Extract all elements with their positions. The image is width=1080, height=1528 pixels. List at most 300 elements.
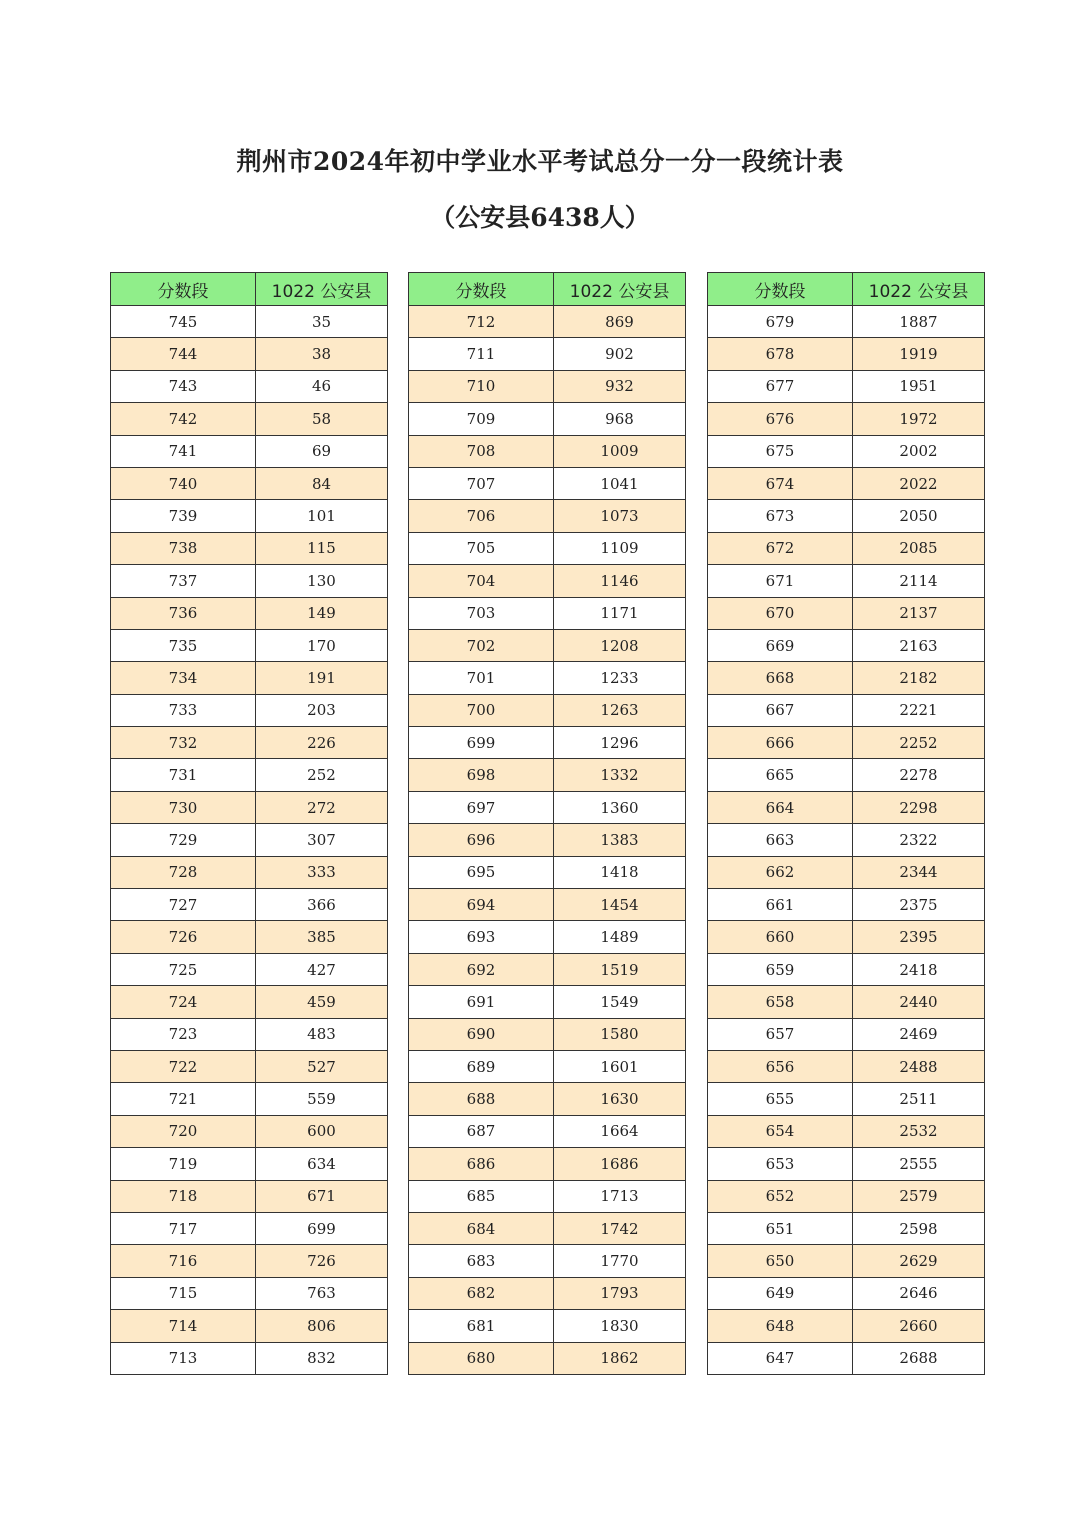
count-cell: 2395 [853,921,985,953]
table-row [708,629,985,661]
table-row [409,694,686,726]
score-cell: 722 [111,1050,256,1082]
score-cell: 700 [409,694,554,726]
header-row [111,273,388,306]
count-cell: 902 [554,338,686,370]
count-cell: 932 [554,370,686,402]
score-cell: 686 [409,1148,554,1180]
count-cell: 1830 [554,1310,686,1342]
score-cell: 742 [111,403,256,435]
count-cell: 1549 [554,986,686,1018]
score-cell: 665 [708,759,853,791]
score-cell: 678 [708,338,853,370]
count-cell: 1009 [554,435,686,467]
count-cell: 2646 [853,1277,985,1309]
score-cell: 672 [708,532,853,564]
score-cell: 736 [111,597,256,629]
table-row [111,370,388,402]
score-cell: 709 [409,403,554,435]
table-row [409,953,686,985]
count-cell: 2598 [853,1212,985,1244]
score-cell: 701 [409,662,554,694]
table-row [111,791,388,823]
count-cell: 1972 [853,403,985,435]
table-row [111,1050,388,1082]
table-row [111,1212,388,1244]
count-cell: 763 [256,1277,388,1309]
count-cell: 1073 [554,500,686,532]
score-cell: 652 [708,1180,853,1212]
score-cell: 741 [111,435,256,467]
count-cell: 1041 [554,467,686,499]
score-cell: 660 [708,921,853,953]
table-row [111,532,388,564]
table-row [111,467,388,499]
table-row [409,824,686,856]
table-row [409,467,686,499]
score-cell: 729 [111,824,256,856]
score-cell: 690 [409,1018,554,1050]
count-cell: 2688 [853,1342,985,1374]
score-cell: 740 [111,467,256,499]
score-cell: 666 [708,727,853,759]
count-cell: 968 [554,403,686,435]
count-cell: 1332 [554,759,686,791]
table-row [708,1277,985,1309]
score-cell: 737 [111,565,256,597]
count-cell: 1887 [853,306,985,338]
score-cell: 654 [708,1115,853,1147]
count-cell: 35 [256,306,388,338]
score-cell: 703 [409,597,554,629]
score-table-3 [707,272,985,1375]
count-cell: 2322 [853,824,985,856]
count-cell: 1919 [853,338,985,370]
score-cell: 699 [409,727,554,759]
header-row [708,273,985,306]
count-cell: 1360 [554,791,686,823]
score-cell: 725 [111,953,256,985]
column-header-score: 分数段 [708,273,853,306]
score-cell: 649 [708,1277,853,1309]
table-row [111,1018,388,1050]
table-row [708,1050,985,1082]
table-row [111,1148,388,1180]
count-cell: 2278 [853,759,985,791]
table-row [409,759,686,791]
count-cell: 1109 [554,532,686,564]
score-cell: 732 [111,727,256,759]
table-row [708,1018,985,1050]
count-cell: 1296 [554,727,686,759]
count-cell: 272 [256,791,388,823]
table-row [409,1342,686,1374]
count-cell: 2440 [853,986,985,1018]
count-cell: 2114 [853,565,985,597]
score-cell: 710 [409,370,554,402]
count-cell: 58 [256,403,388,435]
table-row [708,1245,985,1277]
score-table-2 [408,272,686,1375]
score-cell: 692 [409,953,554,985]
score-cell: 717 [111,1212,256,1244]
count-cell: 1519 [554,953,686,985]
count-cell: 2532 [853,1115,985,1147]
count-cell: 115 [256,532,388,564]
score-cell: 713 [111,1342,256,1374]
table-row [409,1180,686,1212]
score-cell: 705 [409,532,554,564]
table-row [409,1115,686,1147]
count-cell: 1489 [554,921,686,953]
count-cell: 366 [256,889,388,921]
table-row [708,500,985,532]
table-row [111,1245,388,1277]
score-cell: 679 [708,306,853,338]
table-row [708,435,985,467]
score-cell: 693 [409,921,554,953]
count-cell: 600 [256,1115,388,1147]
score-cell: 656 [708,1050,853,1082]
count-cell: 226 [256,727,388,759]
score-cell: 733 [111,694,256,726]
count-cell: 559 [256,1083,388,1115]
score-cell: 728 [111,856,256,888]
table-row [111,500,388,532]
count-cell: 333 [256,856,388,888]
table-row [111,986,388,1018]
count-cell: 2022 [853,467,985,499]
table-row [409,500,686,532]
table-row [111,597,388,629]
table-row [111,824,388,856]
count-cell: 170 [256,629,388,661]
score-cell: 697 [409,791,554,823]
count-cell: 2555 [853,1148,985,1180]
table-row [409,435,686,467]
table-row [409,403,686,435]
count-cell: 1686 [554,1148,686,1180]
table-row [409,1148,686,1180]
table-row [409,1083,686,1115]
table-row [708,1180,985,1212]
page-title: 荆州市2024年初中学业水平考试总分一分一段统计表 [236,147,844,176]
table-row [708,338,985,370]
score-cell: 662 [708,856,853,888]
table-row [708,1083,985,1115]
header-row [409,273,686,306]
count-cell: 869 [554,306,686,338]
table-row [409,370,686,402]
count-cell: 307 [256,824,388,856]
score-cell: 698 [409,759,554,791]
table-row [708,532,985,564]
score-cell: 707 [409,467,554,499]
table-row [409,338,686,370]
count-cell: 459 [256,986,388,1018]
table-row [708,1115,985,1147]
count-cell: 2579 [853,1180,985,1212]
table-row [708,856,985,888]
count-cell: 46 [256,370,388,402]
score-cell: 647 [708,1342,853,1374]
table-row [708,1212,985,1244]
score-cell: 659 [708,953,853,985]
table-row [409,532,686,564]
count-cell: 2511 [853,1083,985,1115]
score-cell: 743 [111,370,256,402]
count-cell: 84 [256,467,388,499]
count-cell: 2252 [853,727,985,759]
score-cell: 661 [708,889,853,921]
count-cell: 1601 [554,1050,686,1082]
table-row [111,759,388,791]
count-cell: 2182 [853,662,985,694]
score-cell: 715 [111,1277,256,1309]
score-cell: 668 [708,662,853,694]
table-row [111,662,388,694]
score-cell: 684 [409,1212,554,1244]
count-cell: 1770 [554,1245,686,1277]
table-row [708,467,985,499]
table-row [708,986,985,1018]
column-header-count: 1022 公安县 [853,273,985,306]
count-cell: 1418 [554,856,686,888]
score-cell: 682 [409,1277,554,1309]
table-row [111,921,388,953]
table-row [708,921,985,953]
count-cell: 38 [256,338,388,370]
score-cell: 712 [409,306,554,338]
column-header-score: 分数段 [409,273,554,306]
score-cell: 650 [708,1245,853,1277]
score-cell: 677 [708,370,853,402]
table-row [111,856,388,888]
score-cell: 738 [111,532,256,564]
count-cell: 1208 [554,629,686,661]
score-cell: 676 [708,403,853,435]
page-subtitle: （公安县6438人） [430,203,650,232]
score-cell: 681 [409,1310,554,1342]
table-row [708,565,985,597]
table-row [708,1310,985,1342]
table-row [409,1277,686,1309]
score-cell: 675 [708,435,853,467]
count-cell: 1580 [554,1018,686,1050]
table-row [708,1148,985,1180]
table-row [409,565,686,597]
table-row [111,1115,388,1147]
score-cell: 719 [111,1148,256,1180]
score-cell: 731 [111,759,256,791]
table-row [111,1180,388,1212]
count-cell: 527 [256,1050,388,1082]
table-row [708,889,985,921]
table-row [708,824,985,856]
table-row [708,759,985,791]
score-cell: 730 [111,791,256,823]
table-row [708,694,985,726]
table-row [111,1342,388,1374]
score-cell: 655 [708,1083,853,1115]
score-cell: 648 [708,1310,853,1342]
count-cell: 101 [256,500,388,532]
table-row [708,662,985,694]
table-row [409,1310,686,1342]
count-cell: 2629 [853,1245,985,1277]
count-cell: 832 [256,1342,388,1374]
table-row [111,1277,388,1309]
count-cell: 1713 [554,1180,686,1212]
score-cell: 673 [708,500,853,532]
score-cell: 727 [111,889,256,921]
score-cell: 714 [111,1310,256,1342]
count-cell: 2298 [853,791,985,823]
score-cell: 683 [409,1245,554,1277]
table-row [409,727,686,759]
count-cell: 2344 [853,856,985,888]
score-cell: 674 [708,467,853,499]
table-row [409,856,686,888]
count-cell: 2002 [853,435,985,467]
count-cell: 2660 [853,1310,985,1342]
count-cell: 671 [256,1180,388,1212]
count-cell: 806 [256,1310,388,1342]
count-cell: 191 [256,662,388,694]
count-cell: 1383 [554,824,686,856]
score-cell: 723 [111,1018,256,1050]
table-row [708,403,985,435]
score-cell: 685 [409,1180,554,1212]
table-row [111,727,388,759]
count-cell: 2418 [853,953,985,985]
count-cell: 149 [256,597,388,629]
table-row [708,306,985,338]
count-cell: 2469 [853,1018,985,1050]
score-cell: 734 [111,662,256,694]
score-cell: 739 [111,500,256,532]
score-cell: 691 [409,986,554,1018]
score-cell: 724 [111,986,256,1018]
score-cell: 657 [708,1018,853,1050]
count-cell: 1793 [554,1277,686,1309]
score-cell: 702 [409,629,554,661]
count-cell: 2163 [853,629,985,661]
count-cell: 2050 [853,500,985,532]
table-row [409,1212,686,1244]
table-row [409,791,686,823]
table-row [111,338,388,370]
score-cell: 695 [409,856,554,888]
score-cell: 696 [409,824,554,856]
table-row [111,403,388,435]
count-cell: 1454 [554,889,686,921]
table-row [111,629,388,661]
count-cell: 2221 [853,694,985,726]
count-cell: 634 [256,1148,388,1180]
table-row [409,986,686,1018]
count-cell: 699 [256,1212,388,1244]
score-cell: 726 [111,921,256,953]
count-cell: 2137 [853,597,985,629]
column-header-count: 1022 公安县 [256,273,388,306]
score-cell: 669 [708,629,853,661]
score-cell: 670 [708,597,853,629]
score-cell: 651 [708,1212,853,1244]
score-cell: 745 [111,306,256,338]
table-row [409,597,686,629]
count-cell: 427 [256,953,388,985]
count-cell: 2375 [853,889,985,921]
count-cell: 726 [256,1245,388,1277]
count-cell: 1233 [554,662,686,694]
count-cell: 252 [256,759,388,791]
table-row [111,435,388,467]
table-row [409,662,686,694]
table-row [409,306,686,338]
score-cell: 694 [409,889,554,921]
table-row [111,1083,388,1115]
column-header-score: 分数段 [111,273,256,306]
table-row [708,727,985,759]
table-row [111,565,388,597]
score-cell: 744 [111,338,256,370]
table-row [708,370,985,402]
count-cell: 483 [256,1018,388,1050]
count-cell: 2085 [853,532,985,564]
score-cell: 711 [409,338,554,370]
score-cell: 658 [708,986,853,1018]
table-row [409,1018,686,1050]
score-cell: 688 [409,1083,554,1115]
score-cell: 704 [409,565,554,597]
count-cell: 2488 [853,1050,985,1082]
score-cell: 671 [708,565,853,597]
count-cell: 1742 [554,1212,686,1244]
table-row [708,791,985,823]
count-cell: 130 [256,565,388,597]
score-cell: 667 [708,694,853,726]
table-row [409,629,686,661]
table-row [409,1050,686,1082]
count-cell: 1951 [853,370,985,402]
count-cell: 1664 [554,1115,686,1147]
score-cell: 689 [409,1050,554,1082]
count-cell: 1630 [554,1083,686,1115]
table-row [409,921,686,953]
count-cell: 1263 [554,694,686,726]
table-row [111,694,388,726]
score-cell: 716 [111,1245,256,1277]
count-cell: 203 [256,694,388,726]
score-cell: 720 [111,1115,256,1147]
count-cell: 385 [256,921,388,953]
count-cell: 1146 [554,565,686,597]
score-cell: 687 [409,1115,554,1147]
score-cell: 718 [111,1180,256,1212]
score-cell: 653 [708,1148,853,1180]
column-header-count: 1022 公安县 [554,273,686,306]
table-row [111,306,388,338]
score-cell: 680 [409,1342,554,1374]
table-row [708,953,985,985]
score-cell: 664 [708,791,853,823]
score-cell: 721 [111,1083,256,1115]
table-row [111,1310,388,1342]
score-cell: 663 [708,824,853,856]
table-row [111,953,388,985]
score-cell: 708 [409,435,554,467]
